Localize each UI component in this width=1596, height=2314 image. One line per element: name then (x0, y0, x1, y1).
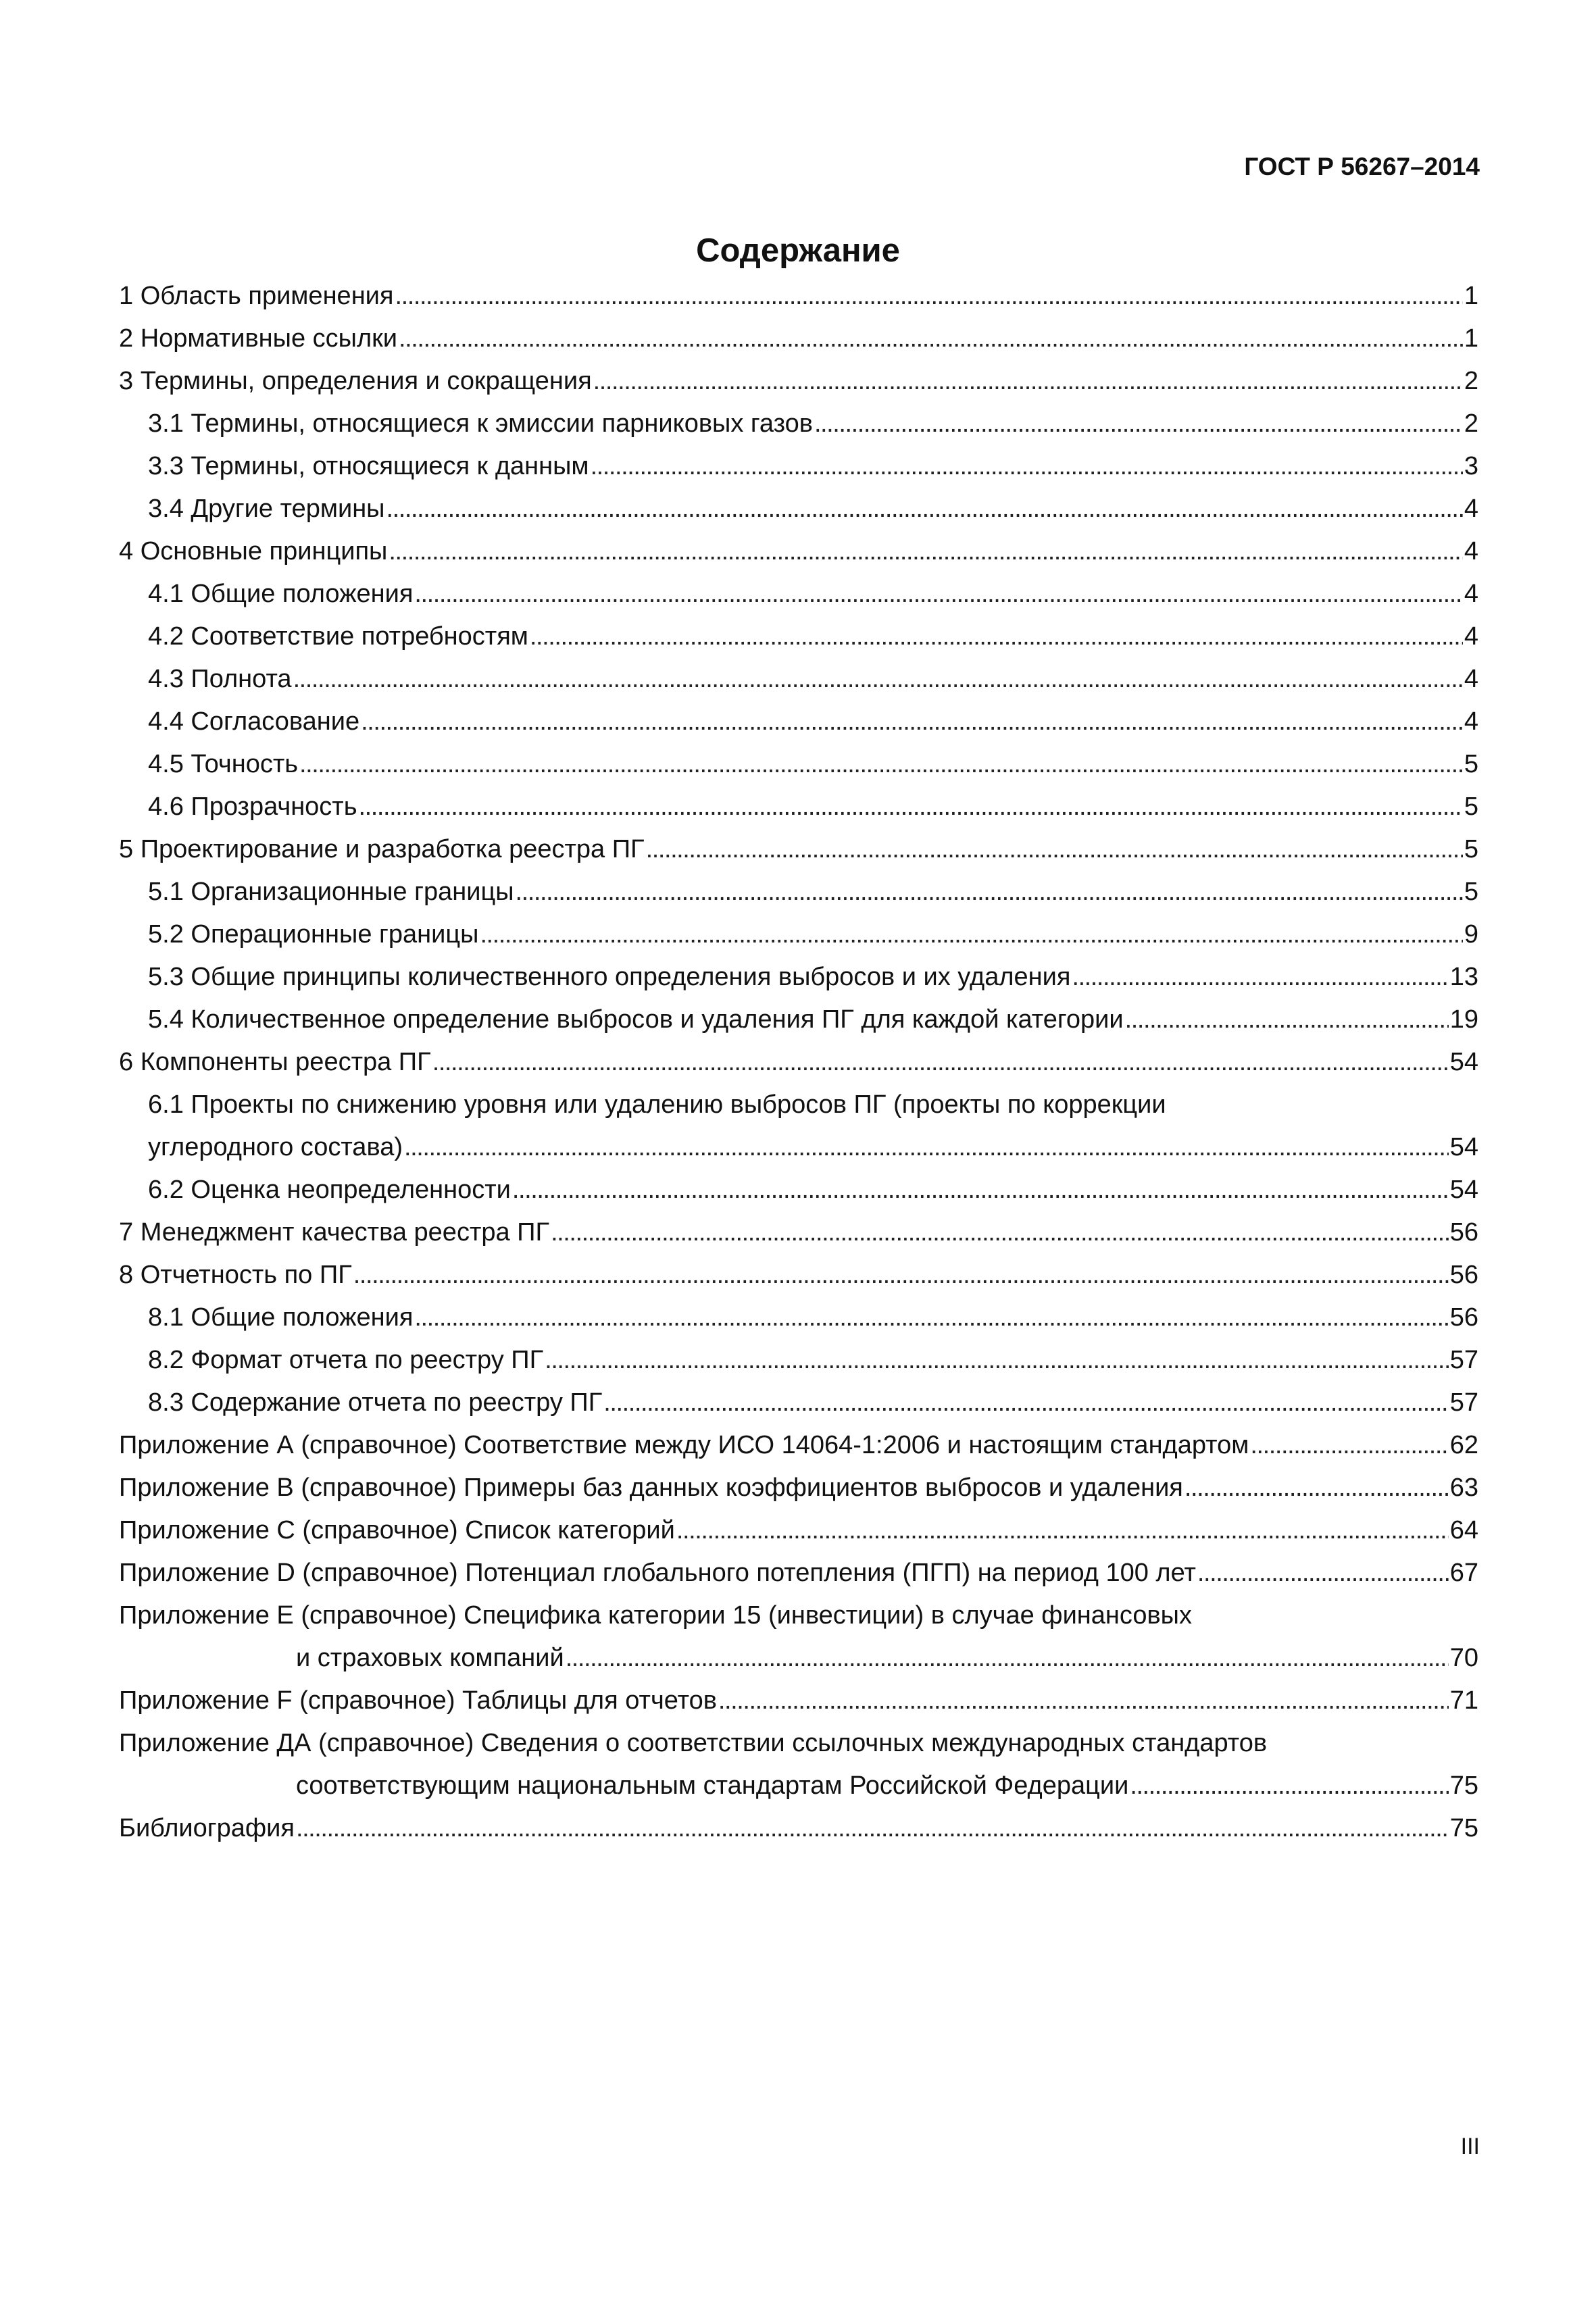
page-number: III (1460, 2134, 1480, 2159)
dot-leader (359, 786, 1463, 828)
toc-entry (119, 403, 1478, 445)
toc-entry-text: 8.1 Общие положения (148, 1303, 414, 1332)
dot-leader (603, 1382, 1448, 1424)
toc-entry-text: 4.6 Прозрачность (148, 793, 357, 821)
toc-entry-text: 7 Менеджмент качества реестра ПГ (119, 1218, 550, 1247)
toc-entry-text: 4.4 Согласование (148, 707, 360, 736)
toc-page-number: 9 (1464, 920, 1478, 949)
toc-entry (119, 573, 1478, 615)
dot-leader (404, 1126, 1449, 1169)
toc-entry (119, 530, 1478, 573)
toc-entry-text: Приложение ДА (справочное) Сведения о соответствии ссылочных международных стандартов (119, 1729, 1268, 1757)
toc-entry-text: 5.1 Организационные границы (148, 878, 514, 906)
dot-leader (395, 275, 1462, 318)
toc-page-number: 56 (1449, 1261, 1478, 1289)
dot-leader (593, 360, 1463, 403)
toc-entry (119, 615, 1478, 658)
toc-entry (119, 1169, 1478, 1211)
toc-page-number: 71 (1449, 1686, 1478, 1715)
toc-entry (119, 658, 1478, 701)
toc-page-number: 1 (1464, 282, 1478, 310)
toc-entry-text: 3.3 Термины, относящиеся к данным (148, 452, 589, 480)
dot-leader (1184, 1467, 1449, 1509)
toc-page-number: 56 (1449, 1218, 1478, 1247)
toc-page-number: 54 (1449, 1048, 1478, 1076)
toc-page-number: 63 (1449, 1474, 1478, 1502)
toc-entry-text: 8.2 Формат отчета по реестру ПГ (148, 1346, 544, 1374)
toc-entry-text: 5.2 Операционные границы (148, 920, 479, 949)
toc-page-number: 56 (1449, 1303, 1478, 1332)
toc-page-number: 4 (1464, 580, 1478, 608)
toc-entry-text: 4.3 Полнота (148, 665, 292, 693)
dot-leader (389, 530, 1463, 573)
table-of-contents (119, 275, 1478, 1850)
toc-entry-text: Приложение С (справочное) Список категорий (119, 1516, 675, 1544)
dot-leader (566, 1637, 1449, 1680)
toc-entry-text: 8 Отчетность по ПГ (119, 1261, 352, 1289)
dot-leader (414, 573, 1462, 615)
toc-page-number: 75 (1449, 1814, 1478, 1842)
toc-page-number: 4 (1464, 495, 1478, 523)
toc-page-number: 19 (1449, 1005, 1478, 1034)
dot-leader (512, 1169, 1449, 1211)
toc-entry-text: 1 Область применения (119, 282, 394, 310)
toc-entry (119, 1382, 1478, 1424)
toc-entry-text: 5 Проектирование и разработка реестра ПГ (119, 835, 645, 863)
toc-page-number: 2 (1464, 409, 1478, 438)
dot-leader (1072, 956, 1448, 999)
toc-entry-text: 5.4 Количественное определение выбросов и удаления ПГ для каждой категории (148, 1005, 1124, 1034)
dot-leader (432, 1041, 1449, 1084)
toc-page-number: 4 (1464, 622, 1478, 651)
toc-entry (119, 828, 1478, 871)
toc-entry-text: 3 Термины, определения и сокращения (119, 367, 592, 395)
dot-leader (646, 828, 1463, 871)
toc-entry (119, 913, 1478, 956)
toc-page-number: 57 (1449, 1346, 1478, 1374)
toc-page-number: 5 (1464, 835, 1478, 863)
toc-entry-text: 4 Основные принципы (119, 537, 388, 565)
toc-entry-text: Приложение F (справочное) Таблицы для отчетов (119, 1686, 717, 1715)
dot-leader (1197, 1552, 1449, 1594)
toc-page-number: 62 (1449, 1431, 1478, 1459)
toc-entry-text: 4.1 Общие положения (148, 580, 414, 608)
toc-entry-text: 6.2 Оценка неопределенности (148, 1176, 511, 1204)
toc-entry (119, 701, 1478, 743)
dot-leader (296, 1807, 1449, 1850)
dot-leader (591, 445, 1463, 488)
dot-leader (545, 1339, 1449, 1382)
toc-entry-text: 4.2 Соответствие потребностям (148, 622, 528, 651)
toc-page-number: 4 (1464, 707, 1478, 736)
toc-entry (119, 1297, 1478, 1339)
toc-entry-text: Приложение D (справочное) Потенциал глобального потепления (ПГП) на период 100 лет (119, 1559, 1196, 1587)
toc-entry (119, 999, 1478, 1041)
toc-entry-text: Приложение В (справочное) Примеры баз данных коэффициентов выбросов и удаления (119, 1474, 1183, 1502)
toc-entry (119, 1424, 1478, 1467)
toc-entry (119, 1339, 1478, 1382)
toc-entry (119, 1126, 1478, 1169)
dot-leader (1250, 1424, 1448, 1467)
toc-entry-text: 2 Нормативные ссылки (119, 324, 397, 353)
dot-leader (386, 488, 1463, 530)
dot-leader (1125, 999, 1449, 1041)
toc-entry-text: Приложение А (справочное) Соответствие между ИСО 14064-1:2006 и настоящим стандартом (119, 1431, 1249, 1459)
toc-page-number: 13 (1449, 963, 1478, 991)
dot-leader (293, 658, 1463, 701)
dot-leader (718, 1680, 1449, 1722)
toc-entry-text: углеродного состава) (148, 1133, 403, 1161)
dot-leader (414, 1297, 1448, 1339)
dot-leader (551, 1211, 1449, 1254)
toc-entry-text: 3.1 Термины, относящиеся к эмиссии парниковых газов (148, 409, 813, 438)
toc-entry (119, 1254, 1478, 1297)
toc-page-number: 4 (1464, 537, 1478, 565)
toc-entry (119, 1765, 1478, 1807)
dot-leader (1130, 1765, 1448, 1807)
toc-entry (119, 1594, 1478, 1637)
toc-entry (119, 1680, 1478, 1722)
toc-entry (119, 318, 1478, 360)
toc-entry (119, 1637, 1478, 1680)
toc-entry (119, 871, 1478, 913)
toc-page-number: 67 (1449, 1559, 1478, 1587)
dot-leader (530, 615, 1463, 658)
toc-entry-text: 6 Компоненты реестра ПГ (119, 1048, 431, 1076)
toc-entry-text: и страховых компаний (296, 1644, 564, 1672)
toc-page-number: 3 (1464, 452, 1478, 480)
toc-entry-text: 3.4 Другие термины (148, 495, 385, 523)
toc-entry (119, 1211, 1478, 1254)
toc-entry (119, 1722, 1478, 1765)
toc-entry-text: Библиография (119, 1814, 295, 1842)
toc-entry-text: 4.5 Точность (148, 750, 299, 778)
toc-entry (119, 445, 1478, 488)
toc-page-number: 54 (1449, 1133, 1478, 1161)
toc-page-number: 5 (1464, 793, 1478, 821)
toc-entry (119, 1807, 1478, 1850)
toc-entry (119, 1084, 1478, 1126)
toc-title: Содержание (696, 232, 900, 269)
toc-entry (119, 275, 1478, 318)
standard-code: ГОСТ Р 56267–2014 (1244, 153, 1480, 180)
toc-entry (119, 1041, 1478, 1084)
toc-entry-text: Приложение Е (справочное) Специфика категории 15 (инвестиции) в случае финансовых (119, 1601, 1192, 1630)
dot-leader (516, 871, 1463, 913)
dot-leader (676, 1509, 1449, 1552)
dot-leader (399, 318, 1463, 360)
toc-entry (119, 1467, 1478, 1509)
toc-page-number: 5 (1464, 750, 1478, 778)
toc-entry (119, 360, 1478, 403)
toc-entry-text: соответствующим национальным стандартам Российской Федерации (296, 1771, 1129, 1800)
dot-leader (299, 743, 1463, 786)
toc-entry (119, 786, 1478, 828)
toc-entry-text: 5.3 Общие принципы количественного определения выбросов и их удаления (148, 963, 1071, 991)
toc-page-number: 5 (1464, 878, 1478, 906)
toc-entry (119, 1552, 1478, 1594)
toc-page-number: 75 (1449, 1771, 1478, 1800)
dot-leader (361, 701, 1463, 743)
toc-page-number: 70 (1449, 1644, 1478, 1672)
toc-entry (119, 1509, 1478, 1552)
dot-leader (814, 403, 1463, 445)
toc-entry (119, 743, 1478, 786)
toc-page-number: 4 (1464, 665, 1478, 693)
toc-entry-text: 8.3 Содержание отчета по реестру ПГ (148, 1388, 603, 1417)
toc-page-number: 57 (1449, 1388, 1478, 1417)
toc-entry (119, 488, 1478, 530)
toc-entry-text: 6.1 Проекты по снижению уровня или удалению выбросов ПГ (проекты по коррекции (148, 1090, 1166, 1119)
dot-leader (480, 913, 1462, 956)
toc-page-number: 2 (1464, 367, 1478, 395)
toc-entry (119, 956, 1478, 999)
toc-page-number: 1 (1464, 324, 1478, 353)
toc-page-number: 64 (1449, 1516, 1478, 1544)
toc-page-number: 54 (1449, 1176, 1478, 1204)
dot-leader (353, 1254, 1449, 1297)
